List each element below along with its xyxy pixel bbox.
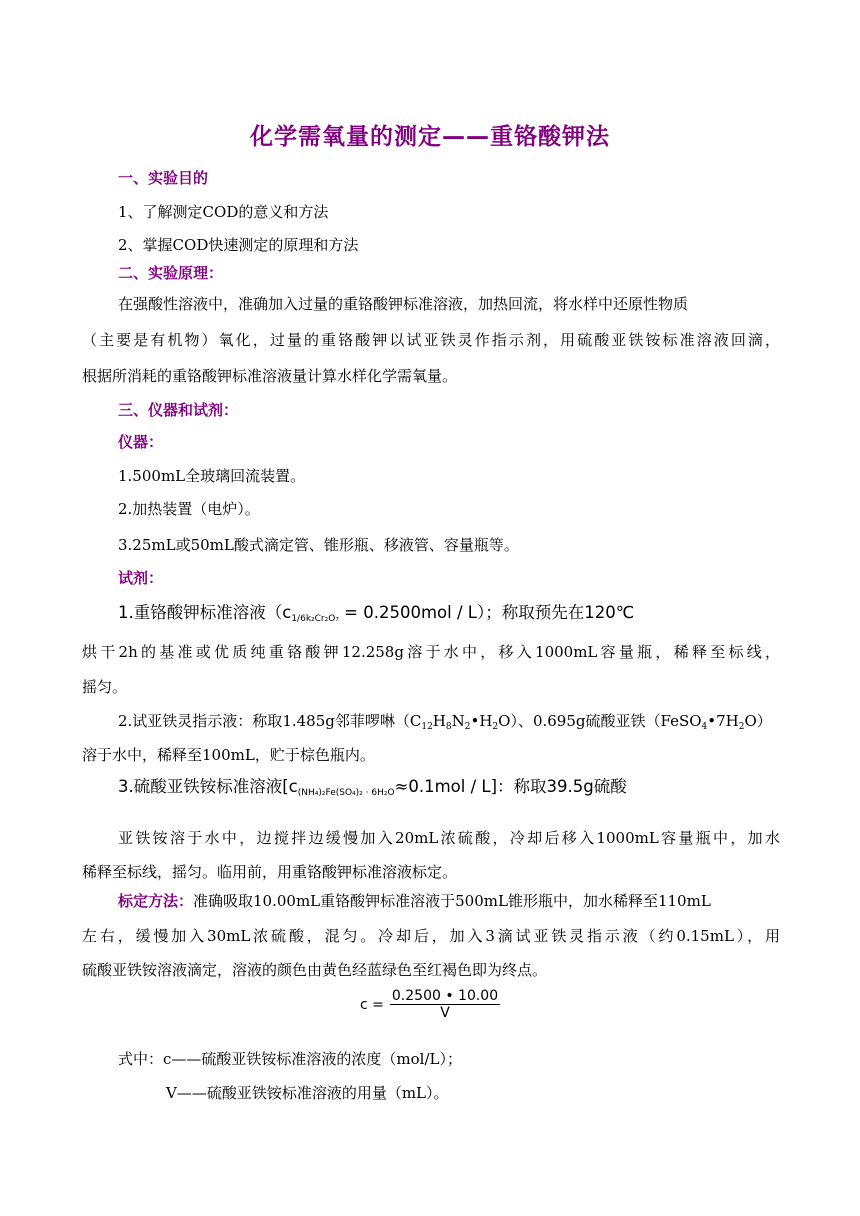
principle-line: 在强酸性溶液中，准确加入过量的重铬酸钾标准溶液，加热回流，将水样中还原性物质: [118, 295, 689, 313]
calibration-label: 标定方法：: [118, 892, 194, 910]
objective-item: 2、掌握COD快速测定的原理和方法: [118, 236, 359, 254]
reagent-2-line: [118, 711, 772, 731]
instruments-label: 仪器：: [118, 433, 164, 451]
reagent-1-text-end: = 0.2500mol / L）；称取预先在120℃: [338, 603, 635, 622]
instrument-item: 3.25mL或50mL酸式滴定管、锥形瓶、移液管、容量瓶等。: [118, 536, 519, 554]
section-1-heading: 一、实验目的: [118, 169, 209, 187]
reagent-2-text: O）: [744, 712, 772, 730]
instrument-item: 2.加热装置（电炉）。: [118, 500, 260, 518]
subscript: 2: [738, 722, 745, 732]
reagent-2-text: 2.试亚铁灵指示液：称取1.485g邻菲啰啉（C: [118, 712, 422, 730]
reagent-2-continuation: 溶于水中，稀释至100mL，贮于棕色瓶内。: [82, 746, 375, 764]
formula-numerator: 0.2500 • 10.00: [391, 988, 499, 1004]
principle-line: （主要是有机物）氧化，过量的重铬酸钾以试亚铁灵作指示剂，用硫酸亚铁铵标准溶液回滴，: [82, 331, 780, 349]
reagent-1-line: [118, 603, 634, 623]
subscript: 8: [445, 722, 452, 732]
reagent-1-continuation: 摇匀。: [82, 678, 128, 696]
calibration-text: 准确吸取10.00mL重铬酸钾标准溶液于500mL锥形瓶中，加水稀释至110mL: [193, 892, 711, 910]
formula-note: 式中：c——硫酸亚铁铵标准溶液的浓度（mol/L）；: [118, 1050, 462, 1068]
reagent-2-text: H: [432, 712, 446, 730]
section-3-heading: 三、仪器和试剂：: [118, 401, 239, 419]
reagent-1-text: 1.重铬酸钾标准溶液（c: [118, 603, 292, 622]
subscript: 12: [421, 722, 433, 732]
calibration-line: [118, 891, 711, 911]
reagent-3-line: [118, 777, 627, 797]
reagents-label: 试剂：: [118, 569, 164, 587]
reagent-2-text: •H: [470, 712, 493, 730]
formula-note: V——硫酸亚铁铵标准溶液的用量（mL）。: [166, 1084, 449, 1102]
reagent-3-text-end: ≈0.1mol / L]：称取39.5g硫酸: [394, 777, 627, 796]
subscript: 4: [701, 722, 708, 732]
reagent-3-continuation: 亚铁铵溶于水中，边搅拌边缓慢加入20mL浓硫酸，冷却后移入1000mL容量瓶中，加水: [118, 829, 780, 847]
instrument-item: 1.500mL全玻璃回流装置。: [118, 467, 306, 485]
reagent-1-subscript: 1/6k₂Cr₂O₇: [291, 614, 339, 624]
concentration-formula: [360, 988, 500, 1021]
document-title: 化学需氧量的测定——重铬酸钾法: [250, 124, 610, 150]
objective-item: 1、了解测定COD的意义和方法: [118, 203, 329, 221]
reagent-1-continuation: 烘干2h的基准或优质纯重铬酸钾12.258g溶于水中，移入1000mL容量瓶，稀释至标线，: [82, 643, 780, 661]
subscript: 2: [464, 722, 471, 732]
reagent-2-text: O）、0.695g硫酸亚铁（FeSO: [498, 712, 702, 730]
principle-line: 根据所消耗的重铬酸钾标准溶液量计算水样化学需氧量。: [82, 367, 458, 385]
reagent-3-text: 3.硫酸亚铁铵标准溶液[c: [118, 777, 298, 796]
reagent-2-text: N: [451, 712, 465, 730]
formula-denominator: V: [440, 1005, 450, 1021]
section-2-heading: 二、实验原理：: [118, 264, 224, 282]
formula-lhs: c =: [360, 996, 384, 1013]
subscript: 2: [492, 722, 499, 732]
calibration-line: 左右，缓慢加入30mL浓硫酸，混匀。冷却后，加入3滴试亚铁灵指示液（约0.15mL），用: [82, 927, 780, 945]
reagent-3-subscript: (NH₄)₂Fe(SO₄)₂ · 6H₂O: [297, 788, 395, 798]
reagent-2-text: •7H: [707, 712, 739, 730]
calibration-line: 硫酸亚铁铵溶液滴定，溶液的颜色由黄色经蓝绿色至红褐色即为终点。: [82, 961, 548, 979]
reagent-3-continuation: 稀释至标线，摇匀。临用前，用重铬酸钾标准溶液标定。: [82, 863, 458, 881]
